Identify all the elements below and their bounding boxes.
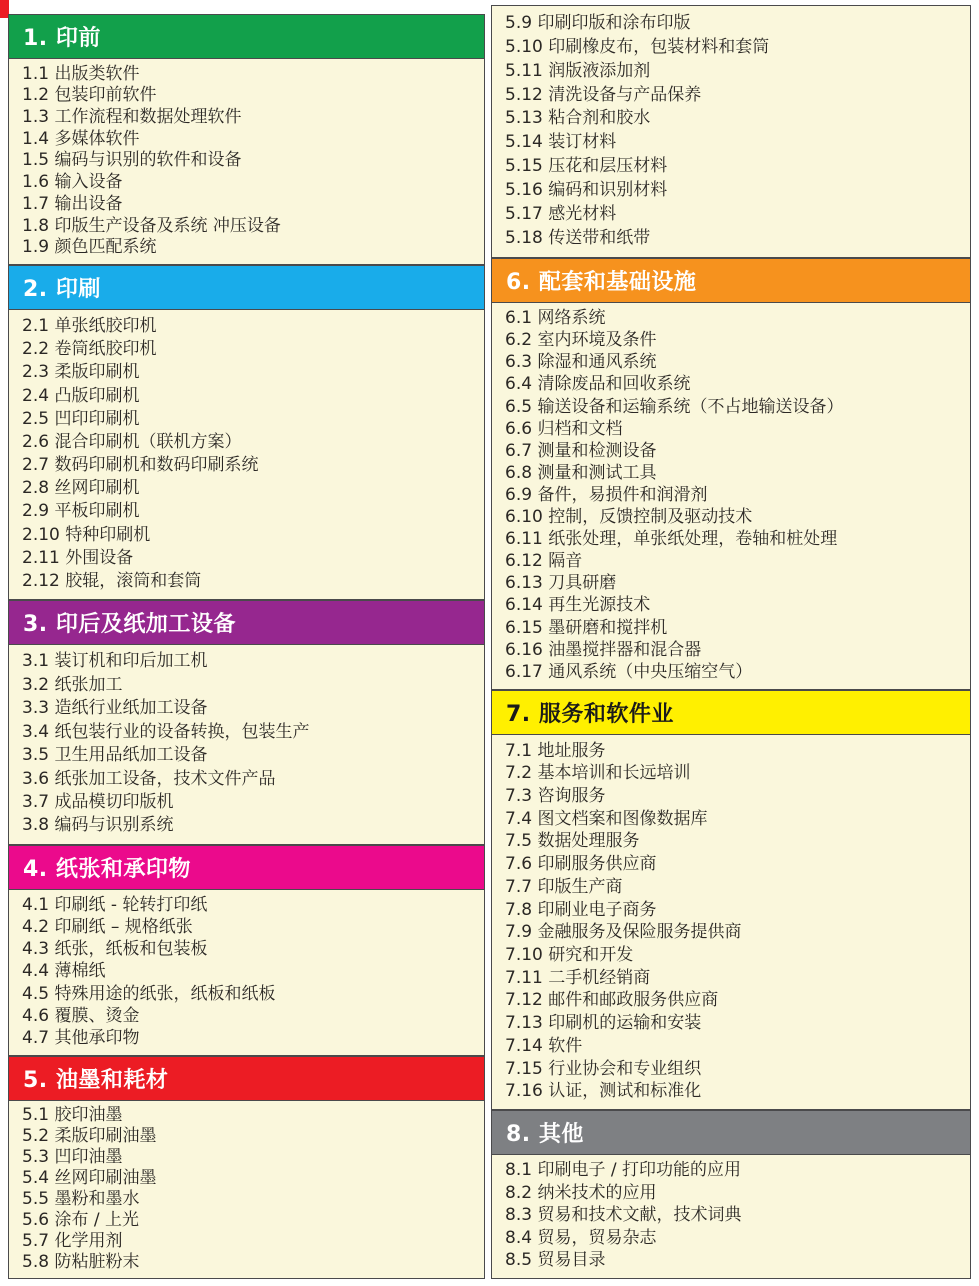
list-item: 8.3 贸易和技术文献，技术词典 [505,1205,742,1226]
list-item: 4.1 印刷纸 - 轮转打印纸 [22,895,208,916]
section-services-software-items [492,735,970,1109]
list-item: 7.2 基本培训和长远培训 [505,763,691,784]
list-item: 4.5 特殊用途的纸张，纸板和纸板 [22,983,276,1004]
list-item: 1.7 输出设备 [22,193,123,214]
list-item: 7.10 研究和开发 [505,944,634,965]
list-item: 5.12 清洗设备与产品保养 [505,84,702,105]
list-item: 5.11 润版液添加剂 [505,60,651,81]
list-item: 5.10 印刷橡皮布，包装材料和套筒 [505,36,770,57]
section-others-items [492,1155,970,1278]
list-item: 1.9 颜色匹配系统 [22,237,157,258]
list-item: 6.5 输送设备和运输系统（不占地输送设备） [505,396,844,417]
list-item: 8.5 贸易目录 [505,1250,606,1271]
list-item: 1.6 输入设备 [22,172,123,193]
list-item: 8.4 贸易，贸易杂志 [505,1227,657,1248]
list-item: 1.4 多媒体软件 [22,128,140,149]
list-item: 3.1 装订机和印后加工机 [22,651,208,672]
list-item: 5.2 柔版印刷油墨 [22,1125,157,1146]
section-paper-substrates-header: 4. 纸张和承印物 [9,846,484,890]
section-inks-consumables-continued [491,5,971,258]
list-item: 5.18 传送带和纸带 [505,228,651,249]
list-item: 4.2 印刷纸 – 规格纸张 [22,917,193,938]
list-item: 3.5 卫生用品纸加工设备 [22,745,208,766]
section-postpress-converting-items [9,645,484,844]
list-item: 2.9 平板印刷机 [22,501,140,522]
list-item: 3.7 成品模切印版机 [22,792,174,813]
list-item: 7.3 咨询服务 [505,786,606,807]
list-item: 2.8 丝网印刷机 [22,478,140,499]
list-item: 4.4 薄棉纸 [22,961,106,982]
list-item: 2.2 卷筒纸胶印机 [22,339,157,360]
list-item: 7.1 地址服务 [505,740,606,761]
list-item: 1.3 工作流程和数据处理软件 [22,107,242,128]
list-item: 7.16 认证，测试和标准化 [505,1081,702,1102]
list-item: 6.16 油墨搅拌器和混合器 [505,639,702,660]
list-item: 5.7 化学用剂 [22,1230,123,1251]
list-item: 2.12 胶辊，滚筒和套筒 [22,570,202,591]
section-prepress-items [9,59,484,264]
list-item: 2.11 外围设备 [22,547,134,568]
list-item: 5.14 装订材料 [505,132,617,153]
section-printing [8,265,485,600]
list-item: 7.12 邮件和邮政服务供应商 [505,990,719,1011]
right-column [491,5,971,1279]
list-item: 5.17 感光材料 [505,204,617,225]
section-postpress-converting-header: 3. 印后及纸加工设备 [9,601,484,645]
list-item: 5.1 胶印油墨 [22,1104,123,1125]
list-item: 2.7 数码印刷机和数码印刷系统 [22,455,259,476]
list-item: 6.13 刀具研磨 [505,573,617,594]
section-printing-items [9,310,484,599]
list-item: 2.4 凸版印刷机 [22,385,140,406]
list-item: 8.1 印刷电子 / 打印功能的应用 [505,1160,741,1181]
list-item: 4.3 纸张，纸板和包装板 [22,939,208,960]
list-item: 6.17 通风系统（中央压缩空气） [505,661,753,682]
section-inks-consumables-header: 5. 油墨和耗材 [9,1057,484,1101]
list-item: 6.15 墨研磨和搅拌机 [505,617,668,638]
list-item: 2.1 单张纸胶印机 [22,316,157,337]
list-item: 4.6 覆膜、烫金 [22,1005,140,1026]
list-item: 2.10 特种印刷机 [22,524,151,545]
section-infrastructure [491,258,971,690]
list-item: 1.1 出版类软件 [22,63,140,84]
list-item: 1.5 编码与识别的软件和设备 [22,150,242,171]
list-item: 5.16 编码和识别材料 [505,180,668,201]
list-item: 7.15 行业协会和专业组织 [505,1058,702,1079]
section-others [491,1110,971,1279]
list-item: 6.8 测量和测试工具 [505,462,657,483]
list-item: 5.3 凹印油墨 [22,1146,123,1167]
section-infrastructure-header: 6. 配套和基础设施 [492,259,970,303]
section-services-software [491,690,971,1110]
list-item: 6.12 隔音 [505,551,583,572]
list-item: 2.3 柔版印刷机 [22,362,140,383]
list-item: 6.2 室内环境及条件 [505,330,657,351]
list-item: 7.11 二手机经销商 [505,967,651,988]
list-item: 7.6 印刷服务供应商 [505,854,657,875]
left-column [8,14,485,1279]
section-postpress-converting [8,600,485,845]
list-item: 5.9 印刷印版和涂布印版 [505,12,691,33]
list-item: 1.2 包装印前软件 [22,85,157,106]
section-services-software-header: 7. 服务和软件业 [492,691,970,735]
list-item: 3.3 造纸行业纸加工设备 [22,698,208,719]
list-item: 5.15 压花和层压材料 [505,156,668,177]
list-item: 5.8 防粘脏粉末 [22,1251,140,1272]
section-infrastructure-items [492,303,970,689]
list-item: 7.5 数据处理服务 [505,831,640,852]
list-item: 5.5 墨粉和墨水 [22,1188,140,1209]
list-item: 7.13 印刷机的运输和安装 [505,1013,702,1034]
list-item: 6.4 清除废品和回收系统 [505,374,691,395]
section-paper-substrates [8,845,485,1056]
list-item: 6.10 控制，反馈控制及驱动技术 [505,507,753,528]
section-paper-substrates-items [9,890,484,1055]
list-item: 6.14 再生光源技术 [505,595,651,616]
list-item: 6.1 网络系统 [505,308,606,329]
list-item: 7.4 图文档案和图像数据库 [505,808,708,829]
section-prepress-header: 1. 印前 [9,15,484,59]
list-item: 6.9 备件，易损件和润滑剂 [505,484,708,505]
list-item: 3.8 编码与识别系统 [22,815,174,836]
list-item: 8.2 纳米技术的应用 [505,1182,657,1203]
list-item: 7.14 软件 [505,1035,583,1056]
list-item: 1.8 印版生产设备及系统 冲压设备 [22,215,281,236]
list-item: 6.3 除湿和通风系统 [505,352,657,373]
section-printing-header: 2. 印刷 [9,266,484,310]
list-item: 2.5 凹印印刷机 [22,408,140,429]
list-item: 3.6 纸张加工设备，技术文件产品 [22,768,276,789]
section-inks-consumables [8,1056,485,1279]
list-item: 6.11 纸张处理，单张纸处理，卷轴和桩处理 [505,529,838,550]
list-item: 5.4 丝网印刷油墨 [22,1167,157,1188]
section-others-header: 8. 其他 [492,1111,970,1155]
list-item: 2.6 混合印刷机（联机方案） [22,431,242,452]
list-item: 6.7 测量和检测设备 [505,440,657,461]
list-item: 3.2 纸张加工 [22,674,123,695]
list-item: 5.13 粘合剂和胶水 [505,108,651,129]
section-inks-consumables-continued-items [492,6,970,257]
list-item: 4.7 其他承印物 [22,1027,140,1048]
section-inks-consumables-items [9,1101,484,1278]
section-prepress [8,14,485,265]
list-item: 7.7 印版生产商 [505,876,623,897]
list-item: 7.9 金融服务及保险服务提供商 [505,922,742,943]
list-item: 5.6 涂布 / 上光 [22,1209,139,1230]
list-item: 3.4 纸包装行业的设备转换，包装生产 [22,721,310,742]
list-item: 7.8 印刷业电子商务 [505,899,657,920]
list-item: 6.6 归档和文档 [505,418,623,439]
